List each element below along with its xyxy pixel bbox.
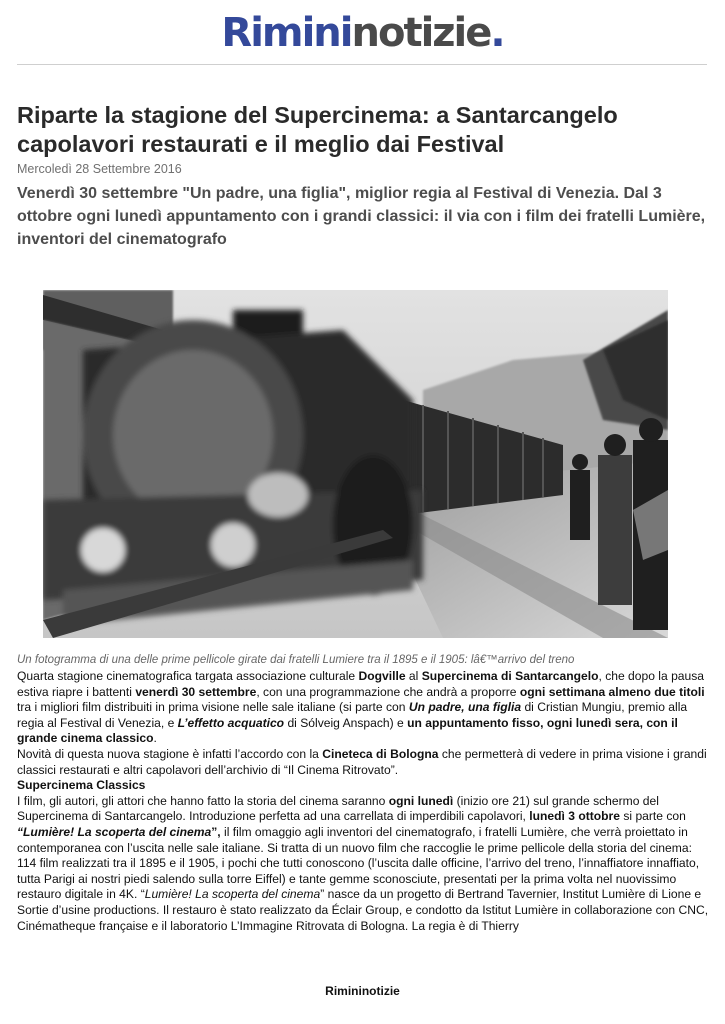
article-body bbox=[17, 669, 709, 934]
p3-film-title-italic: Lumière! La scoperta del cinema bbox=[144, 887, 321, 902]
image-caption: Un fotogramma di una delle prime pellicole girate dai fratelli Lumiere tra il 1895 e il 1905: lâ€™arrivo del treno bbox=[17, 654, 575, 666]
p1-text-2: al bbox=[405, 669, 422, 683]
p1-bold-appointment: un appuntamento fisso, ogni lunedì sera, con il grande cinema classico bbox=[17, 715, 678, 746]
p3-text-5: ” nasce da un progetto di Bertrand Tavernier, Institut Lumière di Lione e Sortie d’usine productions. Il restauro è stato realizzato da Éclair Group, e condotto da Istitut Lumière in collaborazione con CNC, Cinématheque française e il laboratorio L’Immagine Ritrovata di Bologna. La regia è di Thierry bbox=[17, 887, 709, 933]
logo-part-notizie: notizie bbox=[351, 10, 491, 56]
logo-part-rimini: Rimini bbox=[221, 10, 352, 56]
logo-dot: . bbox=[490, 10, 504, 56]
p1-bold-dogville: Dogville bbox=[358, 669, 406, 683]
p3-text-1: I film, gli autori, gli attori che hanno fatto la storia del cinema saranno bbox=[17, 793, 389, 808]
paragraph-classics bbox=[17, 794, 709, 934]
article-title: Riparte la stagione del Supercinema: a Santarcangelo capolavori restaurati e il meglio dai Festival bbox=[17, 102, 618, 157]
paragraph-intro bbox=[17, 669, 709, 747]
p2-bold-cineteca: Cineteca di Bologna bbox=[322, 746, 439, 761]
p2-text-2: che permetterà di vedere in prima visione i grandi classici restaurati e altri capolavori dell’archivio di “Il Cinema Ritrovato”. bbox=[17, 746, 707, 777]
p3-text-2: (inizio ore 21) sul grande schermo del Supercinema di Santarcangelo. Introduzione perfetta ad una carrellata di imperdibili capolavori, bbox=[17, 793, 659, 824]
train-photo-illustration bbox=[43, 290, 668, 638]
site-logo[interactable] bbox=[0, 10, 725, 56]
header-divider bbox=[17, 64, 707, 65]
p1-text-4: , con una programmazione che andrà a proporre bbox=[256, 684, 520, 699]
p3-film-title: “Lumière! La scoperta del cinema bbox=[17, 824, 212, 839]
p1-film-title-1: Un padre, una figlia bbox=[408, 700, 522, 715]
p3-text-4: il film omaggio agli inventori del cinematografo, i fratelli Lumière, che verrà proiettato in contemporanea con l’uscita nelle sale italiane. Si tratta di un nuovo film che raccoglie le prime pellicole della storia del cinema: 114 film realizzati tra il 1895 e il 1905, i pochi che tutti conoscono (l’uscita dalle officine, l’arrivo del treno, l’innaffiatore innaffiato, tutta Parigi ai nostri piedi salendo sulla torre Eiffel) e tante gemme sconosciute, presentati per la prima volta nel nuovissimo restauro digitale in 4K. “ bbox=[17, 824, 700, 902]
p3-text-3: si parte con bbox=[619, 809, 686, 824]
paragraph-cineteca bbox=[17, 747, 709, 778]
p1-bold-supercinema: Supercinema di Santarcangelo bbox=[421, 669, 599, 683]
p3-bold-monday: ogni lunedì bbox=[388, 793, 454, 808]
p2-text-1: Novità di questa nuova stagione è infatti l’accordo con la bbox=[17, 746, 323, 761]
p1-text-6: di Cristian Mungiu, premio alla regia al Festival di Venezia, e bbox=[17, 700, 688, 730]
p1-bold-date: venerdì 30 settembre bbox=[135, 684, 257, 699]
p3-bold-date: lunedì 3 ottobre bbox=[529, 809, 620, 824]
p1-text-7: di Sólveig Anspach) e bbox=[284, 715, 408, 730]
section-heading-text: Supercinema Classics bbox=[17, 778, 146, 793]
p1-text-8: . bbox=[153, 731, 157, 746]
page-footer: Rimininotizie bbox=[325, 984, 400, 998]
section-heading bbox=[17, 778, 709, 794]
p1-text-3: , che dopo la pausa estiva riapre i battenti bbox=[17, 669, 705, 699]
p3-bold-quote-close: ”, bbox=[211, 824, 221, 839]
article-date: Mercoledì 28 Settembre 2016 bbox=[17, 162, 182, 176]
article-subtitle: Venerdì 30 settembre "Un padre, una figlia", miglior regia al Festival di Venezia. Dal 3 ottobre ogni lunedì appuntamento con i grandi classici: il via con i film dei fratelli Lumière, inventori del cinematografo bbox=[17, 185, 706, 248]
masthead bbox=[0, 10, 725, 56]
p1-bold-titles: ogni settimana almeno due titoli bbox=[519, 684, 705, 699]
article-photo-train-arrival bbox=[43, 290, 668, 638]
p1-film-title-2: L’effetto acquatico bbox=[177, 715, 285, 730]
p1-text-1: Quarta stagione cinematografica targata associazione culturale bbox=[17, 669, 359, 683]
p1-text-5: tra i migliori film distribuiti in prima visione nelle sale italiane (si parte con bbox=[17, 700, 409, 715]
